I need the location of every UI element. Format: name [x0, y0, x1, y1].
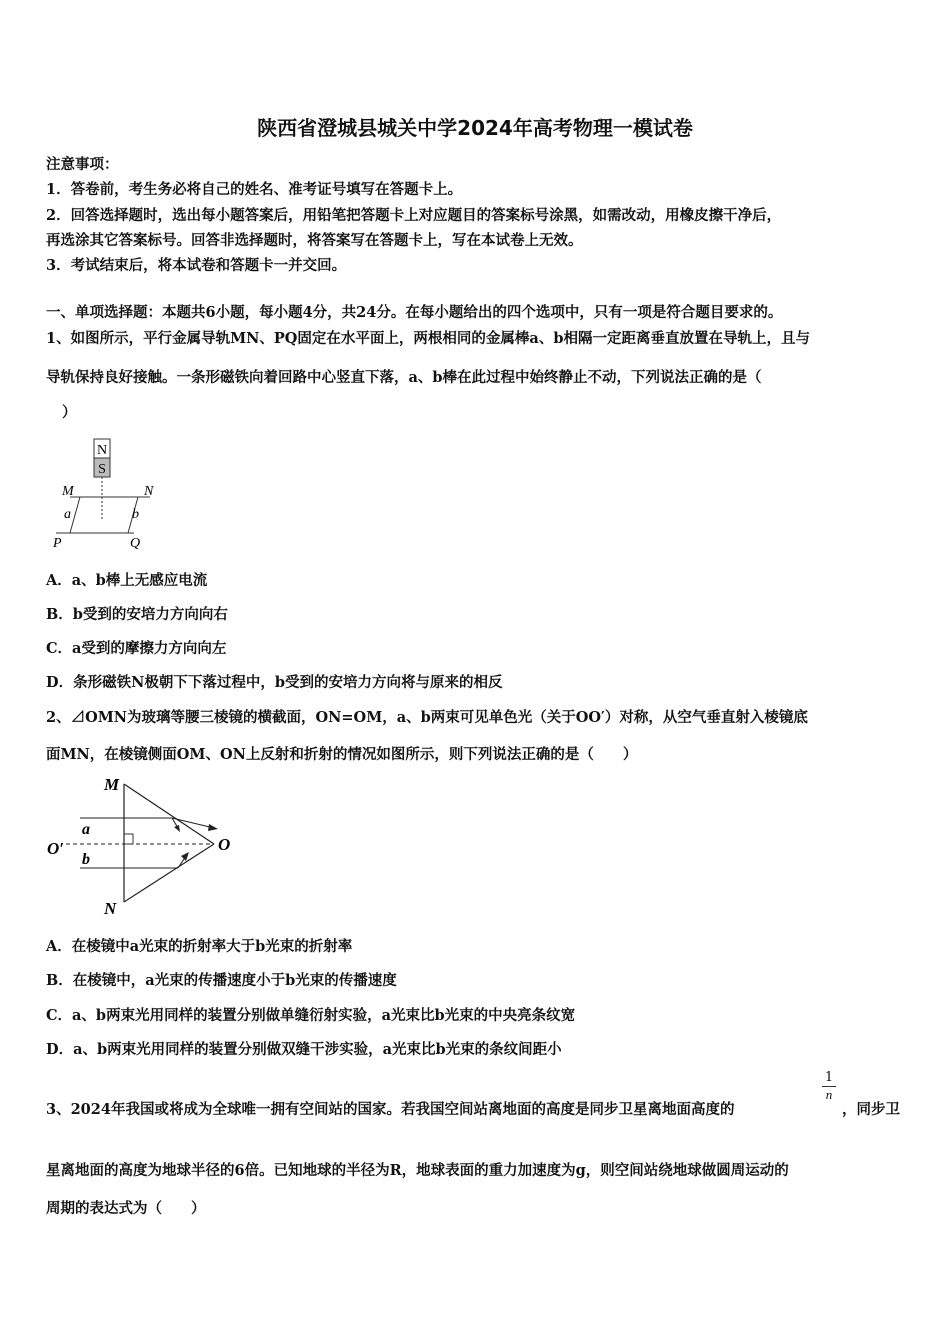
section-heading: 一、单项选择题：本题共6小题，每小题4分，共24分。在每小题给出的四个选项中，只有一项是符合题目要求的。: [46, 304, 783, 321]
q1-option-a: A．a、b棒上无感应电流: [46, 572, 208, 589]
notes-item-2: 2．回答选择题时，选出每小题答案后，用铅笔把答题卡上对应题目的答案标号涂黑，如需改动，用橡皮擦干净后，: [46, 207, 782, 224]
q1-option-b: B．b受到的安培力方向向右: [46, 606, 228, 623]
q3-stem-line1: 3、2024年我国或将成为全球唯一拥有空间站的国家。若我国空间站离地面的高度是同步卫星离地面高度的: [46, 1101, 735, 1118]
q3-stem-line3: 周期的表达式为（ ）: [46, 1200, 206, 1217]
q2-option-b: B．在棱镜中，a光束的传播速度小于b光束的传播速度: [46, 972, 397, 989]
magnet-s-label: S: [98, 462, 106, 477]
q1-stem-line1: 1、如图所示，平行金属导轨MN、PQ固定在水平面上，两根相同的金属棒a、b相隔一定距离垂直放置在导轨上，且与: [46, 330, 810, 347]
prism-side-om: [124, 784, 214, 844]
q1-stem-line3: ）: [62, 404, 77, 421]
q2-option-d: D．a、b两束光用同样的装置分别做双缝干涉实验，a光束比b光束的条纹间距小: [46, 1041, 562, 1058]
q3-stem-line2: 星离地面的高度为地球半径的6倍。已知地球的半径为R，地球表面的重力加速度为g，则空间站绕地球做圆周运动的: [46, 1162, 789, 1179]
prism-side-on: [124, 844, 214, 902]
label-n: N: [104, 899, 117, 918]
label-m: M: [62, 484, 74, 499]
label-o-prime: O′: [47, 839, 65, 858]
page-title: 陕西省澄城县城关中学2024年高考物理一模试卷: [257, 116, 693, 140]
q1-option-d: D．条形磁铁N极朝下下落过程中，b受到的安培力方向将与原来的相反: [46, 674, 503, 691]
q2-figure: [44, 770, 244, 920]
q2-option-c: C．a、b两束光用同样的装置分别做单缝衍射实验，a光束比b光束的中央亮条纹宽: [46, 1007, 576, 1024]
label-p: P: [53, 536, 62, 551]
label-b: b: [132, 507, 139, 522]
q1-option-c: C．a受到的摩擦力方向向左: [46, 640, 227, 657]
label-m: M: [104, 775, 120, 794]
notes-item-1: 1．答卷前，考生务必将自己的姓名、准考证号填写在答题卡上。: [46, 181, 463, 198]
q1-figure: [50, 435, 165, 553]
label-o: O: [218, 835, 231, 854]
q2-stem-line2: 面MN，在棱镜侧面OM、ON上反射和折射的情况如图所示，则下列说法正确的是（ ）: [46, 746, 638, 763]
magnet-n-label: N: [96, 443, 108, 458]
notes-item-2-cont: 再选涂其它答案标号。回答非选择题时，将答案写在答题卡上，写在本试卷上无效。: [46, 232, 583, 249]
q3-fraction: [822, 1070, 836, 1103]
q2-option-a: A．在棱镜中a光束的折射率大于b光束的折射率: [46, 938, 353, 955]
rod-a: [70, 497, 80, 533]
label-a: a: [82, 821, 90, 838]
label-a: a: [64, 507, 71, 522]
label-b: b: [82, 851, 90, 868]
q3-fraction-num: 1: [822, 1070, 836, 1087]
q3-fraction-den: n: [825, 1087, 833, 1102]
q3-stem-line1-tail: ，同步卫: [842, 1101, 900, 1118]
notes-heading: 注意事项：: [46, 156, 119, 173]
q1-stem-line2: 导轨保持良好接触。一条形磁铁向着回路中心竖直下落，a、b棒在此过程中始终静止不动，下列说法正确的是（: [46, 369, 762, 386]
notes-item-3: 3．考试结束后，将本试卷和答题卡一并交回。: [46, 257, 347, 274]
q2-stem-line1: 2、⊿OMN为玻璃等腰三棱镜的横截面，ON=OM，a、b两束可见单色光（关于OO′）对称，从空气垂直射入棱镜底: [46, 709, 808, 726]
right-angle-mark: [124, 834, 133, 844]
label-n: N: [144, 484, 154, 499]
label-q: Q: [130, 536, 141, 551]
